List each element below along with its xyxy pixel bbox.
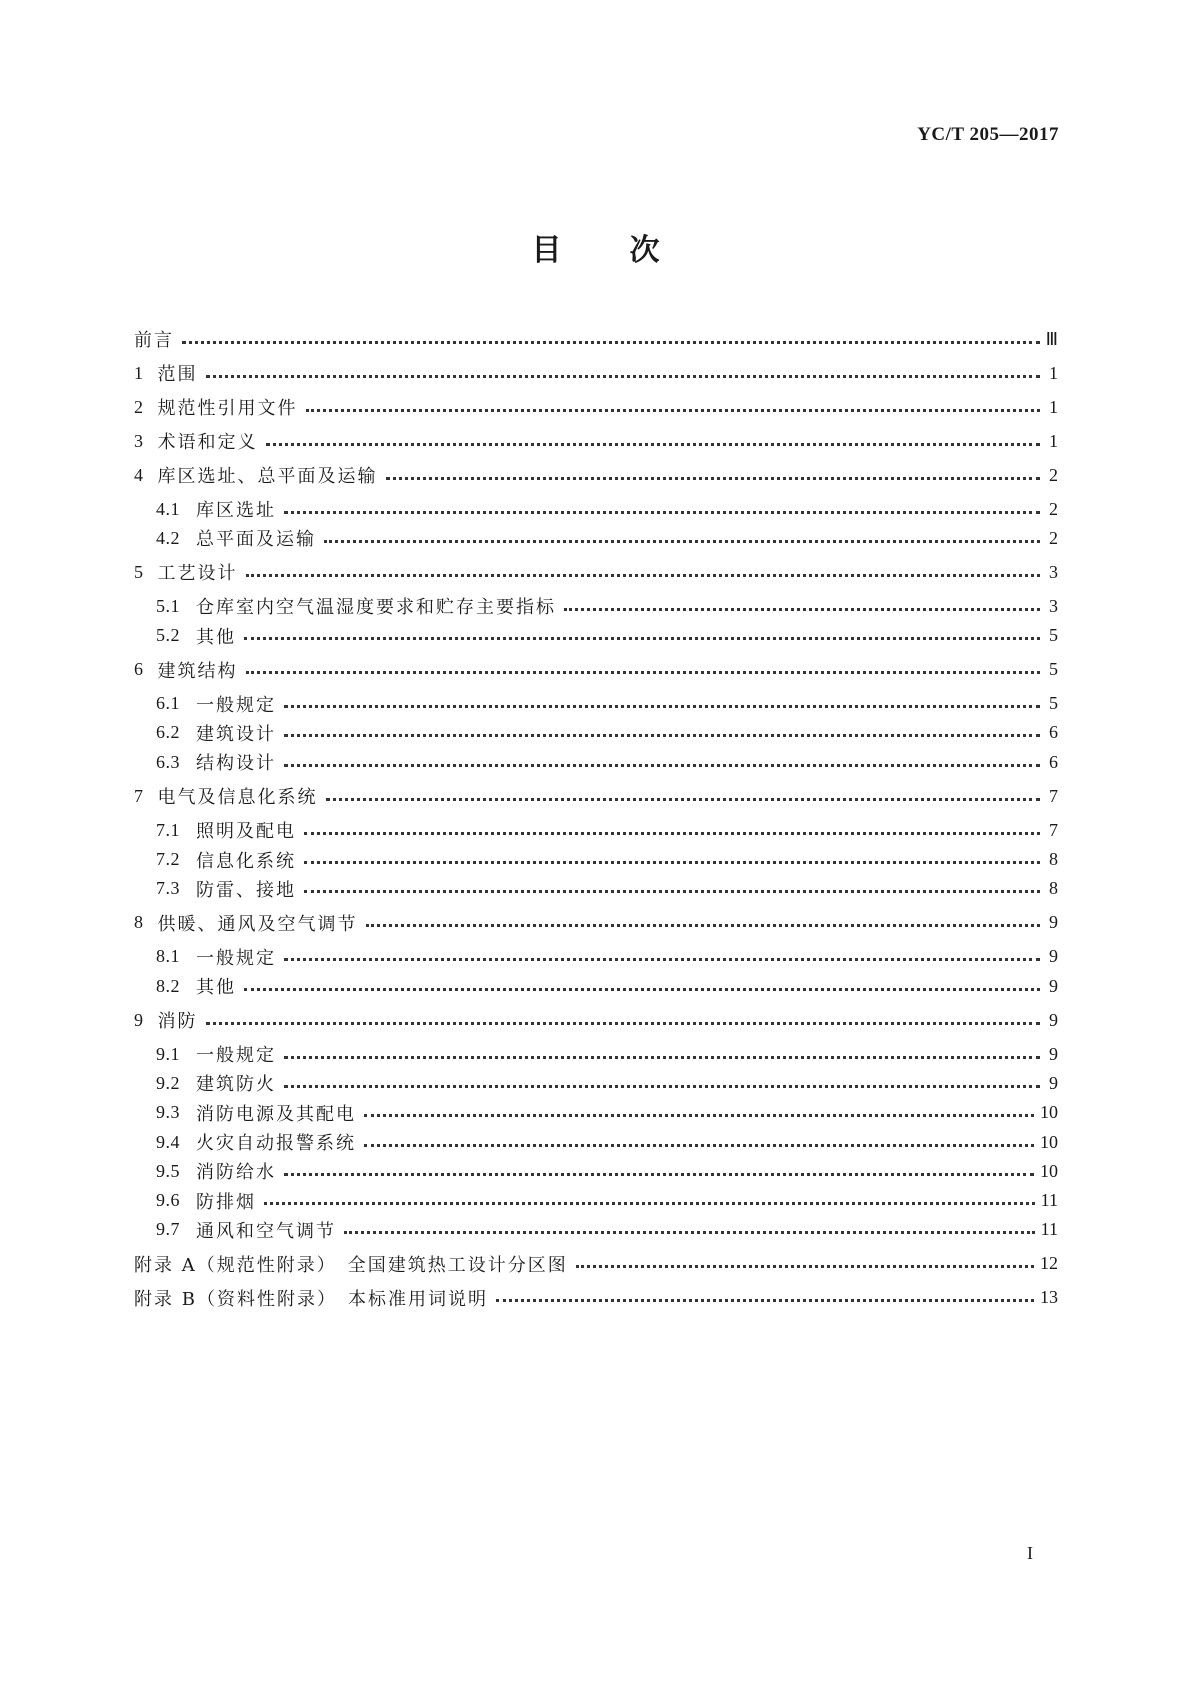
toc-leader-dots (206, 1020, 1041, 1025)
toc-leader-dots (324, 538, 1040, 543)
toc-leader-dots (496, 1297, 1034, 1302)
toc-entry-page: 10 (1040, 1131, 1058, 1152)
toc-entry[interactable] (134, 1283, 1058, 1313)
toc-entry[interactable] (156, 1068, 1058, 1098)
toc-leader-dots (264, 1200, 1035, 1205)
toc-entry-number: 7.3 (156, 878, 180, 899)
toc-entry[interactable] (134, 392, 1058, 422)
toc-entry-number: 5.1 (156, 595, 180, 616)
standard-number: YC/T 205—2017 (917, 124, 1059, 145)
toc-entry-number: 9.2 (156, 1072, 180, 1093)
toc-entry[interactable] (156, 815, 1058, 845)
toc-entry-title: 工艺设计 (157, 563, 238, 585)
toc-entry-title: 总平面及运输 (196, 529, 316, 551)
toc-entry-title: 建筑防火 (196, 1074, 276, 1096)
toc-entry-number: 9.5 (156, 1160, 180, 1181)
toc-entry[interactable] (134, 1249, 1058, 1279)
toc-entry-number: 9 (134, 1009, 144, 1030)
toc-entry-page: 5 (1049, 625, 1058, 646)
toc-entry[interactable] (156, 1186, 1058, 1216)
toc-leader-dots (304, 859, 1040, 864)
toc-entry-page: 3 (1049, 561, 1058, 582)
toc-entry-number: 8.2 (156, 975, 180, 996)
toc-entry-number: 4.2 (156, 527, 180, 548)
toc-entry-page: 1 (1049, 362, 1058, 383)
toc-entry-number: 9.7 (156, 1219, 180, 1240)
toc-entry-title: 库区选址 (196, 500, 276, 521)
toc-entry-title: 消防给水 (196, 1162, 276, 1184)
toc-entry-title: 火灾自动报警系统 (196, 1133, 356, 1154)
toc-leader-dots (284, 956, 1040, 961)
toc-entry-number: 2 (134, 396, 144, 417)
toc-entry-number: 7.1 (156, 819, 180, 840)
toc-entry-title: 一般规定 (196, 947, 276, 969)
toc-entry-page: 9 (1049, 1072, 1058, 1093)
toc-entry-number: 7.2 (156, 849, 180, 869)
toc-leader-dots (244, 986, 1040, 991)
toc-leader-dots (284, 1171, 1034, 1176)
toc-leader-dots (284, 509, 1040, 514)
toc-entry-title: 一般规定 (196, 694, 276, 716)
toc-entry-number: 9.4 (156, 1131, 180, 1152)
toc-entry-page: 9 (1049, 975, 1058, 996)
toc-entry[interactable] (134, 781, 1058, 811)
toc-entry-page: 7 (1049, 819, 1058, 840)
toc-leader-dots (326, 796, 1041, 801)
toc-entry-page: 8 (1049, 878, 1058, 899)
toc-entry-title: 结构设计 (196, 753, 276, 775)
toc-entry-page: 2 (1049, 498, 1058, 519)
toc-entry-number: 9.3 (156, 1102, 180, 1123)
toc-leader-dots (244, 635, 1040, 640)
toc-entry-number: 3 (134, 430, 144, 451)
toc-entry-page: 11 (1040, 1190, 1058, 1211)
toc-entry[interactable] (156, 845, 1058, 875)
toc-entry-page: 1 (1049, 396, 1058, 417)
page-number: I (1027, 1543, 1033, 1563)
toc-entry-title: 照明及配电 (196, 821, 296, 843)
toc-entry-page: 8 (1049, 849, 1058, 869)
toc-entry-page: 5 (1049, 693, 1058, 714)
toc-entry-number: 4.1 (156, 498, 180, 519)
toc-entry-page: 9 (1049, 1043, 1058, 1064)
toc-entry-page: 6 (1049, 722, 1058, 743)
toc-entry[interactable] (156, 1156, 1058, 1186)
toc-entry-number: 6.1 (156, 693, 180, 714)
toc-entry-title: 附录 A（规范性附录） 全国建筑热工设计分区图 (134, 1254, 568, 1276)
toc-entry-number: 5.2 (156, 625, 180, 646)
toc-entry-number: 9.6 (156, 1190, 180, 1211)
toc-leader-dots (344, 1229, 1035, 1234)
toc-entry[interactable] (156, 689, 1058, 719)
toc-entry[interactable] (156, 747, 1058, 777)
toc-leader-dots (266, 441, 1041, 446)
toc-entry[interactable] (156, 591, 1058, 621)
toc-leader-dots (304, 888, 1040, 893)
toc-entry-page: 9 (1049, 912, 1058, 933)
toc-entry[interactable] (156, 523, 1058, 553)
toc-entry-page: 2 (1049, 527, 1058, 548)
toc-entry[interactable] (156, 1039, 1058, 1069)
toc-entry-title: 消防 (157, 1011, 198, 1033)
toc-entry-title: 电气及信息化系统 (157, 787, 318, 809)
toc-entry[interactable] (156, 942, 1058, 972)
toc-leader-dots (364, 1112, 1034, 1117)
toc-entry-title: 前言 (134, 330, 174, 351)
toc-entry-page: 10 (1040, 1160, 1058, 1181)
toc-entry[interactable] (134, 655, 1058, 685)
toc-entry[interactable] (134, 358, 1058, 388)
toc-entry[interactable] (134, 324, 1058, 354)
toc-entry[interactable] (156, 1127, 1058, 1157)
toc-entry-page: 7 (1049, 785, 1058, 806)
toc-leader-dots (284, 1054, 1040, 1059)
toc-entry-title: 一般规定 (196, 1045, 276, 1067)
toc-entry-title: 库区选址、总平面及运输 (157, 466, 378, 487)
toc-leader-dots (246, 572, 1041, 577)
toc-entry-title: 仓库室内空气温湿度要求和贮存主要指标 (196, 597, 556, 619)
toc-leader-dots (206, 373, 1041, 378)
toc-entry-number: 5 (134, 561, 144, 582)
toc-entry-page: 10 (1040, 1102, 1058, 1123)
toc-entry-title: 通风和空气调节 (196, 1220, 336, 1242)
toc-entry-page: 12 (1040, 1253, 1058, 1274)
toc-entry-number: 6 (134, 659, 144, 680)
toc-entry-number: 8.1 (156, 946, 180, 967)
toc-entry[interactable] (134, 460, 1058, 490)
toc-leader-dots (576, 1263, 1034, 1268)
toc-entry-page: 2 (1049, 464, 1058, 485)
toc-entry[interactable] (134, 426, 1058, 456)
toc-entry[interactable] (156, 1098, 1058, 1128)
toc-entry-page: 6 (1049, 751, 1058, 772)
toc-entry-title: 术语和定义 (157, 432, 258, 453)
toc-leader-dots (306, 407, 1041, 412)
toc-entry-page: 11 (1040, 1219, 1058, 1240)
toc-entry-number: 9.1 (156, 1043, 180, 1064)
toc-leader-dots (246, 669, 1041, 674)
toc-entry[interactable] (156, 874, 1058, 904)
toc-entry[interactable] (134, 557, 1058, 587)
toc-entry-page: 5 (1049, 659, 1058, 680)
toc-entry-title: 其他 (196, 977, 236, 999)
toc-entry-number: 8 (134, 912, 144, 933)
toc-entry-title: 供暖、通风及空气调节 (157, 913, 358, 935)
toc-entry-number: 7 (134, 785, 144, 806)
toc-leader-dots (182, 339, 1040, 344)
page-title-char-2: 次 (629, 233, 660, 268)
toc-entry-title: 其他 (196, 626, 236, 648)
toc-leader-dots (386, 475, 1041, 480)
toc-entry[interactable] (156, 494, 1058, 524)
toc-entry[interactable] (156, 718, 1058, 748)
toc-entry[interactable] (156, 1215, 1058, 1245)
toc-entry-page: 9 (1049, 1009, 1058, 1030)
toc-entry-number: 6.2 (156, 722, 180, 743)
toc-entry-page: 9 (1049, 946, 1058, 967)
toc-entry-title: 附录 B（资料性附录） 本标准用词说明 (134, 1288, 488, 1310)
toc-leader-dots (364, 1142, 1034, 1147)
toc-leader-dots (284, 703, 1040, 708)
toc-entry-title: 范围 (157, 364, 198, 385)
toc-entry-page: 3 (1049, 595, 1058, 616)
toc-entry-title: 防排烟 (196, 1191, 256, 1213)
toc-leader-dots (284, 732, 1040, 737)
toc-entry-title: 防雷、接地 (196, 879, 296, 901)
toc-entry-number: 4 (134, 464, 144, 485)
toc-entry-title: 建筑设计 (196, 723, 276, 745)
toc-entry[interactable] (156, 621, 1058, 651)
toc-leader-dots (304, 830, 1040, 835)
toc-entry[interactable] (134, 1005, 1058, 1035)
toc-leader-dots (284, 762, 1040, 767)
toc-entry-number: 6.3 (156, 751, 180, 772)
toc-entry-title: 建筑结构 (157, 660, 238, 682)
toc-leader-dots (284, 1083, 1040, 1088)
toc-entry-page: 1 (1049, 430, 1058, 451)
toc-entry[interactable] (134, 908, 1058, 938)
toc-leader-dots (564, 606, 1040, 611)
page-title-char-1: 目 (531, 233, 562, 268)
toc-entry-title: 规范性引用文件 (157, 398, 298, 419)
toc-entry-page: 13 (1040, 1287, 1058, 1308)
toc-entry-title: 信息化系统 (196, 850, 296, 872)
toc-entry-page: Ⅲ (1045, 328, 1058, 349)
toc-entry-number: 1 (134, 362, 144, 383)
toc-entry[interactable] (156, 971, 1058, 1001)
page-title (0, 225, 1191, 269)
toc-entry-title: 消防电源及其配电 (196, 1103, 356, 1125)
toc-leader-dots (366, 922, 1041, 927)
